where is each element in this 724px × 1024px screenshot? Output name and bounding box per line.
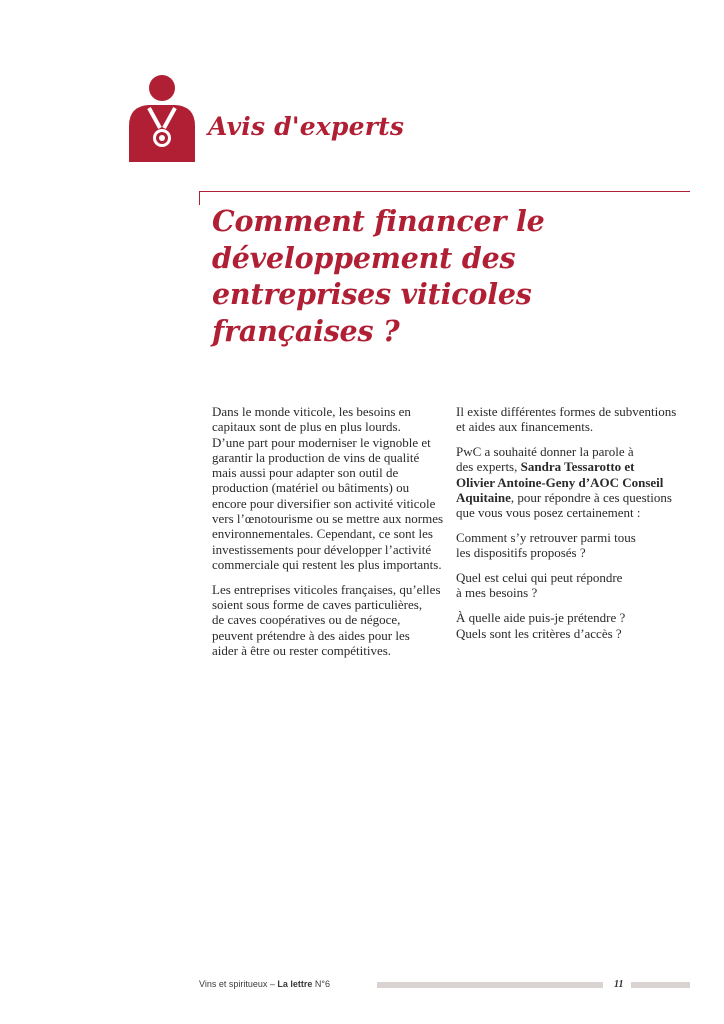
text-line: capitaux sont de plus en plus lourds. bbox=[212, 419, 401, 435]
text-line: que vous vous posez certainement : bbox=[456, 505, 641, 521]
footer-bar bbox=[377, 982, 603, 988]
text-line: D’une part pour moderniser le vignoble et bbox=[212, 434, 431, 450]
text-line: soient sous forme de caves particulières, bbox=[212, 597, 423, 613]
text-line: vers l’œnotourisme ou se mettre aux normes bbox=[212, 511, 444, 527]
title-rule-corner bbox=[199, 191, 200, 205]
text-line: à mes besoins ? bbox=[456, 585, 538, 601]
title-line: entreprises viticoles bbox=[212, 277, 532, 311]
intro-paragraph bbox=[212, 404, 444, 572]
text-line: Quel est celui qui peut répondre bbox=[456, 570, 623, 586]
section-title: Avis d'experts bbox=[208, 112, 405, 141]
footer-issue-number: N°6 bbox=[312, 979, 331, 989]
left-column bbox=[212, 404, 444, 668]
text-line bbox=[456, 459, 686, 474]
second-paragraph bbox=[212, 581, 441, 658]
question-2 bbox=[456, 570, 686, 601]
text-line: production (matériel ou bâtiments) ou bbox=[212, 480, 410, 496]
text-line: investissements pour développer l’activité bbox=[212, 541, 432, 557]
footer-publication-name: Vins et spiritueux – bbox=[199, 979, 278, 989]
experts-paragraph bbox=[456, 444, 686, 520]
article-title bbox=[212, 203, 682, 349]
expert-medal-person-icon bbox=[127, 74, 197, 162]
text-run: , pour répondre à ces questions bbox=[510, 489, 672, 505]
question-3 bbox=[456, 610, 686, 641]
text-line: commerciale qui restent les plus importants. bbox=[212, 556, 442, 572]
text-line: PwC a souhaité donner la parole à bbox=[456, 444, 634, 460]
text-line: les dispositifs proposés ? bbox=[456, 545, 586, 561]
text-line: de caves coopératives ou de négoce, bbox=[212, 612, 401, 628]
text-line: À quelle aide puis-je prétendre ? bbox=[456, 610, 626, 626]
footer-publication bbox=[199, 979, 330, 989]
text-line: aider à être ou rester compétitives. bbox=[212, 642, 392, 658]
subsidies-paragraph bbox=[456, 404, 686, 435]
expert-names: Olivier Antoine-Geny d’AOC Conseil bbox=[456, 474, 664, 490]
text-line: garantir la production de vins de qualité bbox=[212, 449, 420, 465]
text-line: peuvent prétendre à des aides pour les bbox=[212, 627, 410, 643]
footer-bar-right bbox=[631, 982, 690, 988]
footer-issue-title: La lettre bbox=[277, 979, 313, 989]
text-line: Les entreprises viticoles françaises, qu’elles bbox=[212, 581, 441, 597]
question-1 bbox=[456, 530, 686, 561]
title-line: développement des bbox=[212, 240, 516, 275]
page-number: 11 bbox=[614, 979, 624, 990]
title-line: Comment financer le bbox=[212, 204, 545, 238]
text-line: Il existe différentes formes de subventions bbox=[456, 404, 677, 419]
text-line: Quels sont les critères d’accès ? bbox=[456, 625, 622, 641]
expert-names: Sandra Tessarotto et bbox=[520, 459, 635, 475]
text-line: environnementales. Cependant, ce sont les bbox=[212, 526, 433, 542]
text-line: et aides aux financements. bbox=[456, 419, 594, 435]
text-line: Dans le monde viticole, les besoins en bbox=[212, 404, 411, 419]
right-column bbox=[456, 404, 686, 650]
title-rule bbox=[199, 191, 690, 192]
text-line bbox=[456, 475, 686, 490]
text-run: des experts, bbox=[456, 459, 521, 475]
title-line: françaises ? bbox=[212, 313, 400, 348]
text-line: encore pour diversifier son activité viticole bbox=[212, 495, 436, 511]
text-line: mais aussi pour adapter son outil de bbox=[212, 465, 399, 481]
expert-names: Aquitaine bbox=[456, 489, 511, 505]
text-line bbox=[456, 490, 686, 505]
text-line: Comment s’y retrouver parmi tous bbox=[456, 530, 636, 546]
